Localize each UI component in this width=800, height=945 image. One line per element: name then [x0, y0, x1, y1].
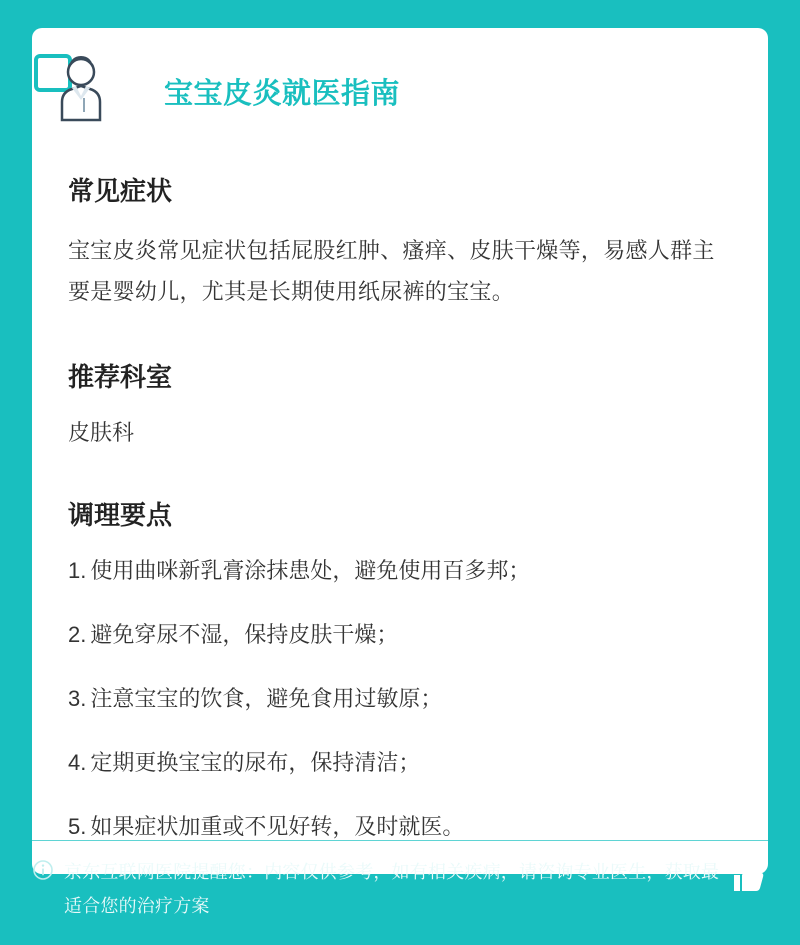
step-text: 注意宝宝的饮食，避免食用过敏原；: [90, 686, 443, 711]
footer-disclaimer: [32, 840, 768, 923]
step-number: 5.: [68, 814, 87, 839]
info-circle-icon: [32, 859, 54, 881]
thumbs-up-icon[interactable]: [728, 857, 768, 897]
step-text: 避免穿尿不湿，保持皮肤干燥；: [90, 622, 399, 647]
step-text: 定期更换宝宝的尿布，保持清洁；: [90, 750, 421, 775]
guide-card: [32, 28, 768, 874]
section-heading-symptoms: 常见症状: [68, 176, 173, 206]
section-heading-care: 调理要点: [68, 500, 173, 530]
page-title: 宝宝皮炎就医指南: [164, 78, 401, 110]
list-item: [68, 554, 732, 588]
step-text: 使用曲咪新乳膏涂抹患处，避免使用百多邦；: [90, 558, 531, 583]
section-heading-department: 推荐科室: [68, 362, 173, 392]
care-steps-list: [68, 554, 732, 844]
step-text: 如果症状加重或不见好转，及时就医。: [90, 814, 465, 839]
list-item: [68, 746, 732, 780]
step-number: 3.: [68, 686, 87, 711]
doctor-avatar-icon: [32, 42, 110, 126]
list-item: [68, 618, 732, 652]
list-item: [68, 810, 732, 844]
step-number: 1.: [68, 558, 87, 583]
department-text: 皮肤科: [68, 420, 135, 445]
step-number: 4.: [68, 750, 87, 775]
footer-text: 京东互联网医院提醒您：内容仅供参考，如有相关疾病，请咨询专业医生，获取最适合您的治疗方案: [64, 862, 720, 916]
symptoms-text: 宝宝皮炎常见症状包括屁股红肿、瘙痒、皮肤干燥等，易感人群主要是婴幼儿，尤其是长期使用纸尿裤的宝宝。: [68, 238, 715, 304]
step-number: 2.: [68, 622, 87, 647]
list-item: [68, 682, 732, 716]
